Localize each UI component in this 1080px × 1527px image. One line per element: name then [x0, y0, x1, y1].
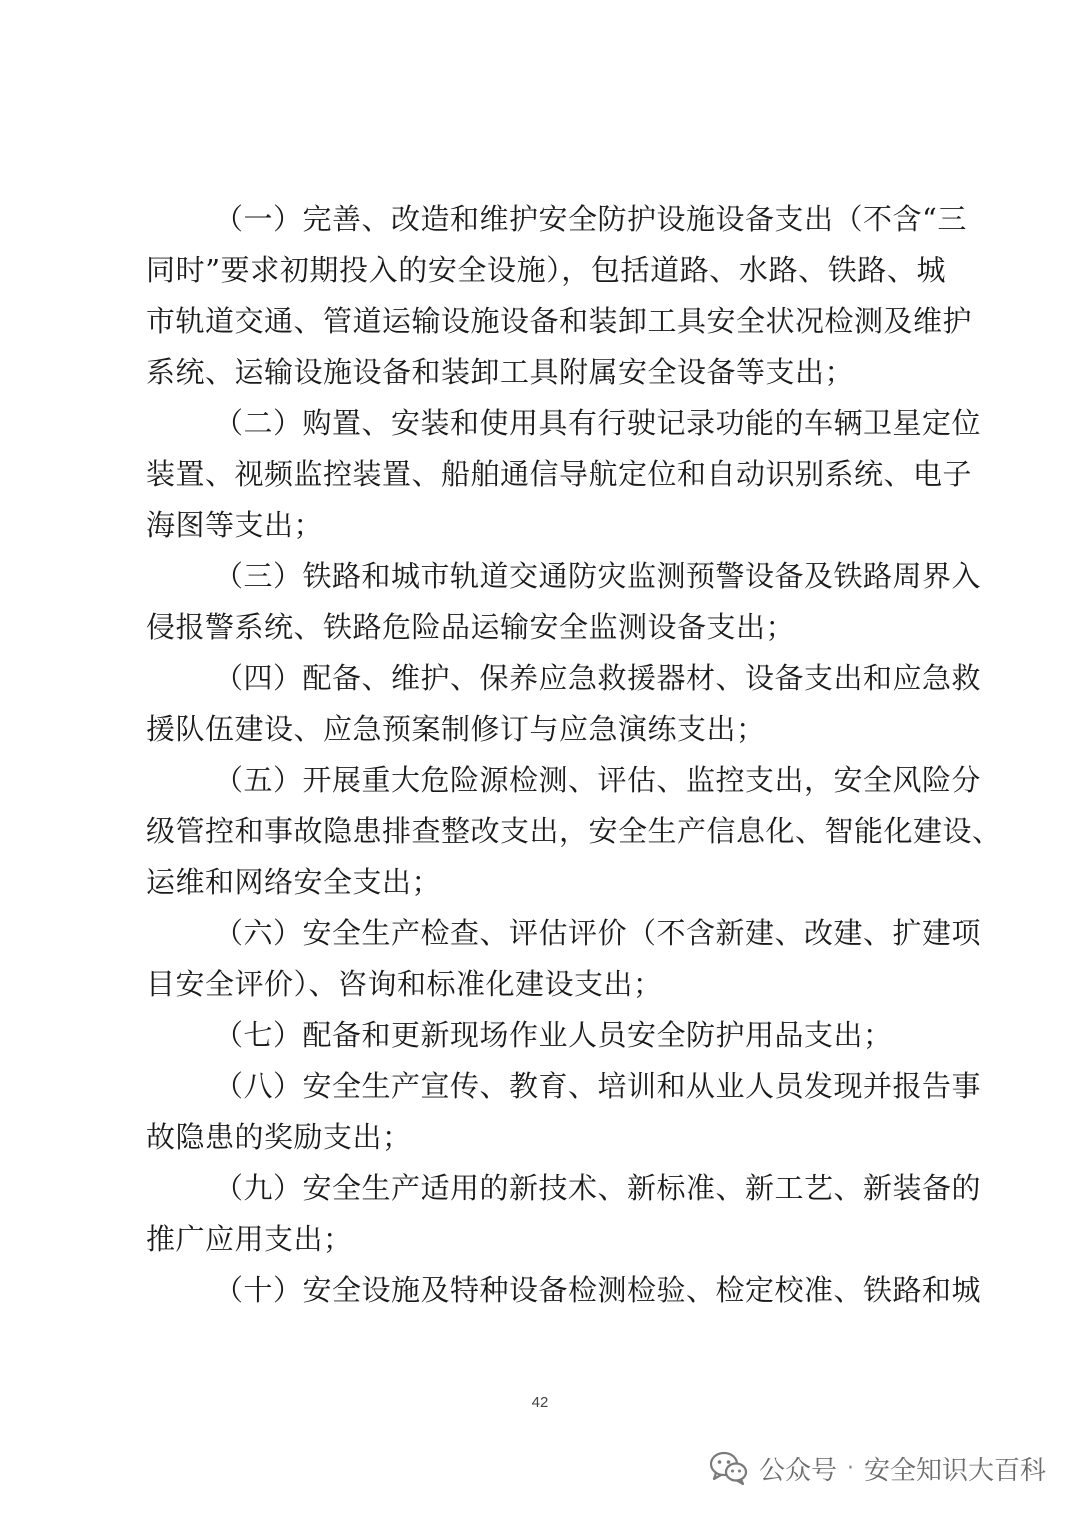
- text-line: 推广应用支出；: [146, 1222, 353, 1256]
- text-line: 装置、视频监控装置、船舶通信导航定位和自动识别系统、电子: [146, 457, 973, 491]
- text-line: （三）铁路和城市轨道交通防灾监测预警设备及铁路周界入: [214, 559, 982, 593]
- wechat-icon: [709, 1450, 749, 1486]
- text-line: （二）购置、安装和使用具有行驶记录功能的车辆卫星定位: [214, 406, 982, 440]
- text-line: （八）安全生产宣传、教育、培训和从业人员发现并报告事: [214, 1069, 982, 1103]
- page-number: 42: [531, 1394, 549, 1411]
- text-line: 海图等支出；: [146, 508, 324, 542]
- body-text: [146, 194, 1002, 1316]
- text-line: （一）完善、改造和维护安全防护设施设备支出（不含“三: [214, 202, 967, 236]
- text-line: 侵报警系统、铁路危险品运输安全监测设备支出；: [146, 610, 796, 644]
- watermark-label: 公众号: [758, 1455, 837, 1486]
- text-line: （九）安全生产适用的新技术、新标准、新工艺、新装备的: [214, 1171, 982, 1205]
- text-line: 故隐患的奖励支出；: [146, 1120, 412, 1154]
- text-line: （七）配备和更新现场作业人员安全防护用品支出；: [214, 1018, 893, 1052]
- text-line: 级管控和事故隐患排查整改支出，安全生产信息化、智能化建设、: [146, 814, 1002, 848]
- text-line: （四）配备、维护、保养应急救援器材、设备支出和应急救: [214, 661, 982, 695]
- text-line: 目安全评价）、咨询和标准化建设支出；: [146, 967, 663, 1001]
- text-line: 援队伍建设、应急预案制修订与应急演练支出；: [146, 712, 766, 746]
- text-line: 系统、运输设施设备和装卸工具附属安全设备等支出；: [146, 355, 855, 389]
- text-line: （六）安全生产检查、评估评价（不含新建、改建、扩建项: [214, 916, 982, 950]
- text-line: 同时”要求初期投入的安全设施），包括道路、水路、铁路、城: [146, 253, 946, 287]
- watermark-separator: ·: [846, 1455, 854, 1481]
- text-line: 运维和网络安全支出；: [146, 865, 442, 899]
- text-line: 市轨道交通、管道运输设施设备和装卸工具安全状况检测及维护: [146, 304, 973, 338]
- watermark: [709, 1446, 1046, 1490]
- text-line: （十）安全设施及特种设备检测检验、检定校准、铁路和城: [214, 1273, 982, 1307]
- text-line: （五）开展重大危险源检测、评估、监控支出，安全风险分: [214, 763, 982, 797]
- watermark-account: 安全知识大百科: [863, 1455, 1046, 1486]
